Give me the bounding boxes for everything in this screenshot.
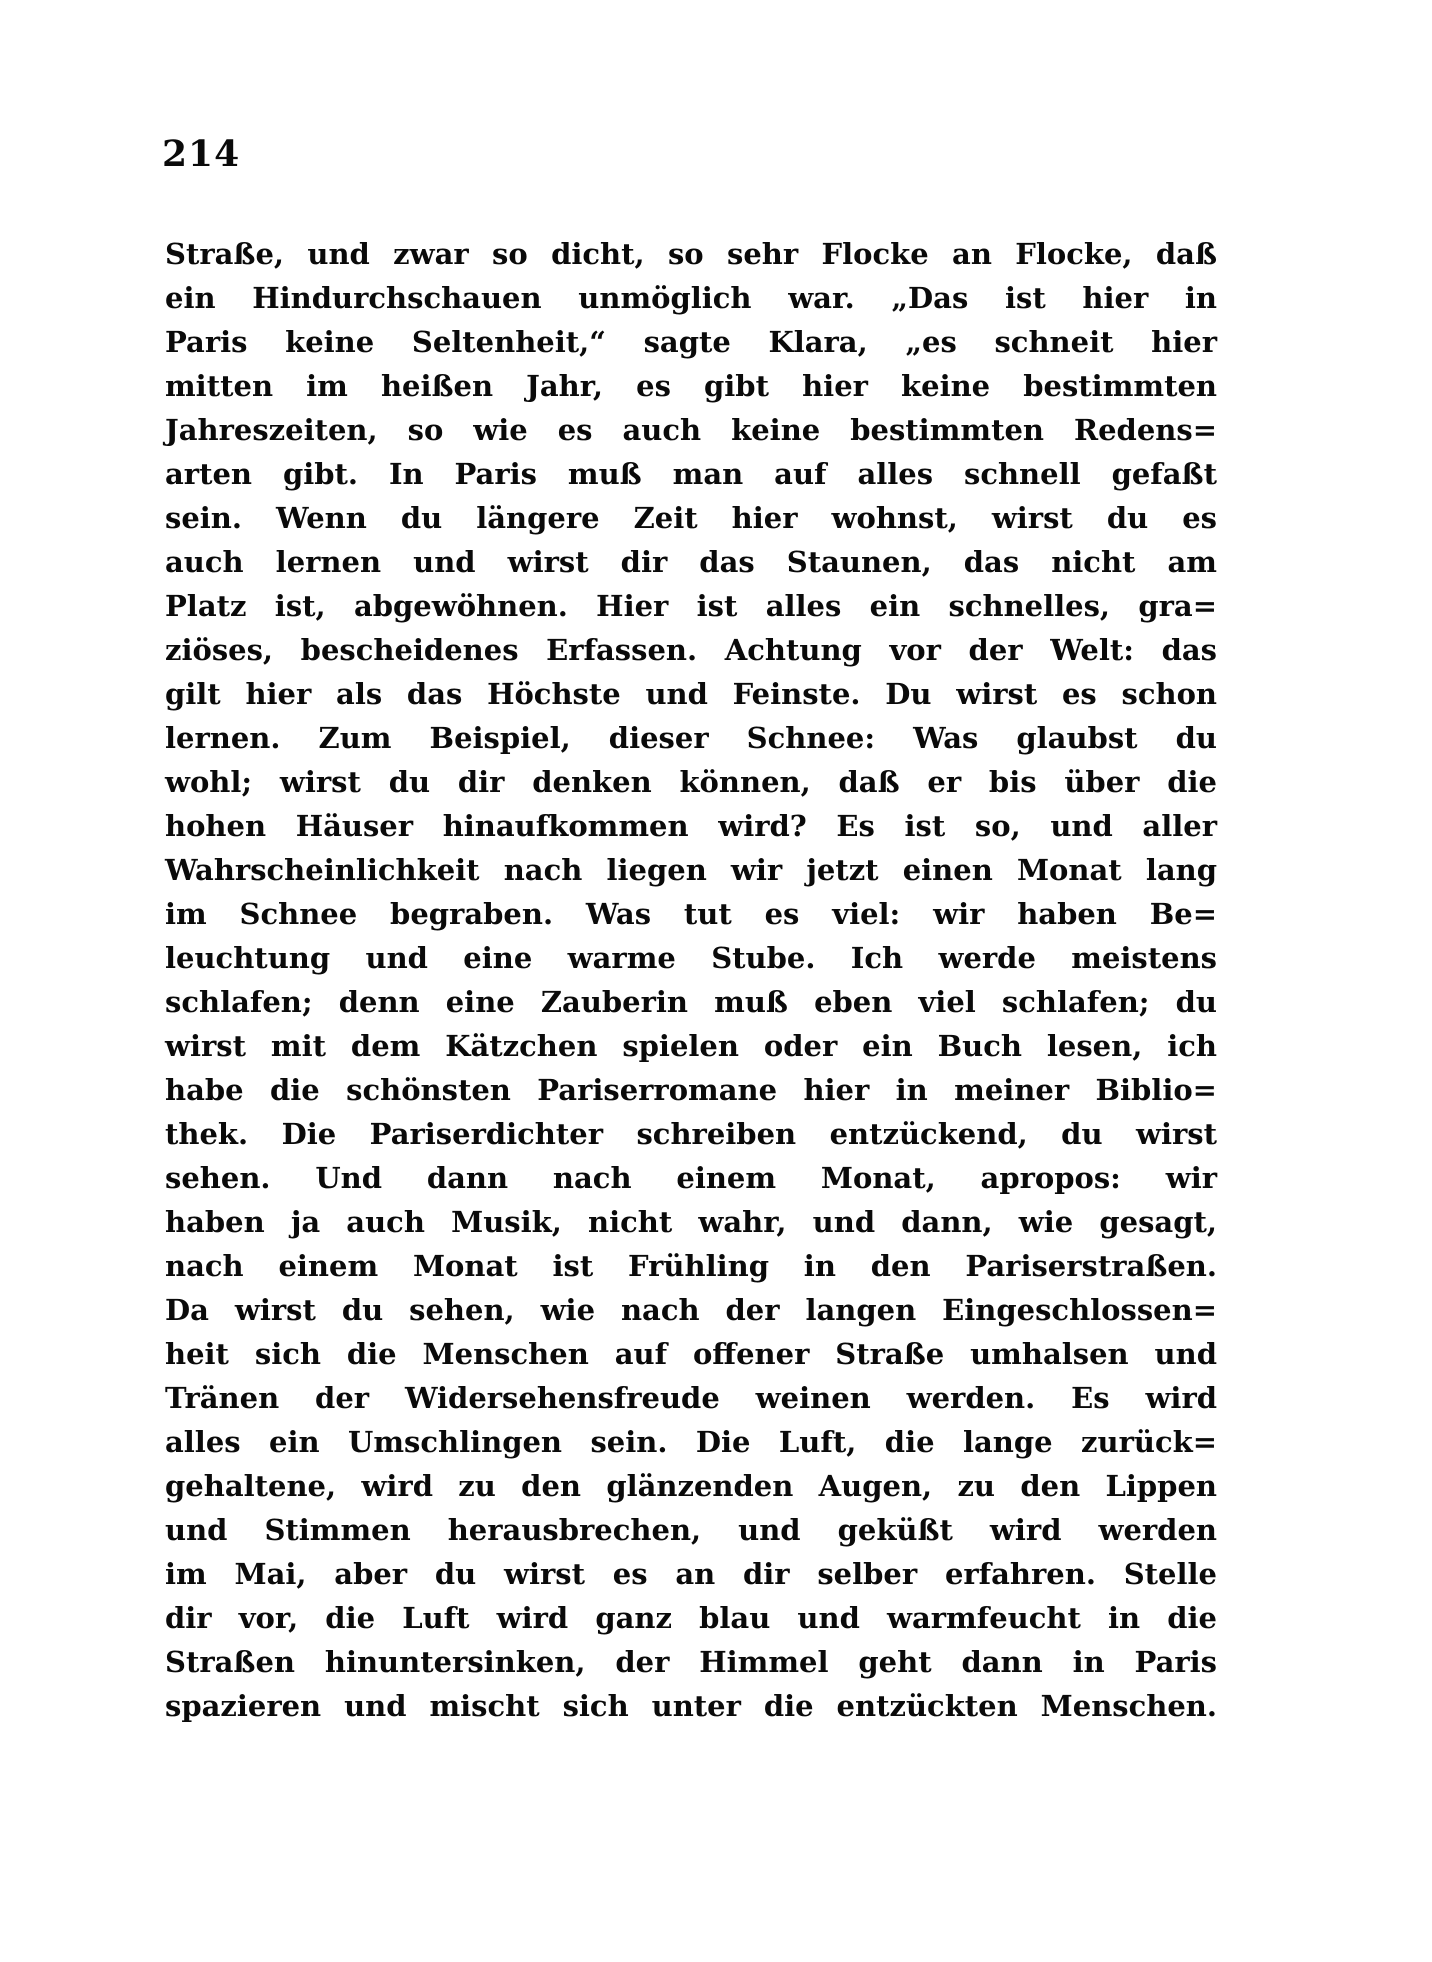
text-line: Jahreszeiten, so wie es auch keine bestimmten Redens= (165, 413, 1217, 447)
text-line: alles ein Umschlingen sein. Die Luft, die lange zurück= (165, 1425, 1217, 1459)
text-line: sein. Wenn du längere Zeit hier wohnst, wirst du es (165, 501, 1217, 535)
text-line: thek. Die Pariserdichter schreiben entzückend, du wirst (165, 1117, 1217, 1151)
text-line: Straße, und zwar so dicht, so sehr Flocke an Flocke, daß (165, 237, 1217, 271)
text-line: Straßen hinuntersinken, der Himmel geht dann in Paris (165, 1645, 1217, 1679)
text-line: und Stimmen herausbrechen, und geküßt wird werden (165, 1513, 1217, 1547)
text-line: leuchtung und eine warme Stube. Ich werde meistens (165, 941, 1217, 975)
text-line: gilt hier als das Höchste und Feinste. Du wirst es schon (165, 677, 1217, 711)
text-line: wohl; wirst du dir denken können, daß er bis über die (165, 765, 1217, 799)
text-line: haben ja auch Musik, nicht wahr, und dann, wie gesagt, (165, 1205, 1217, 1239)
text-line: wirst mit dem Kätzchen spielen oder ein Buch lesen, ich (165, 1029, 1217, 1063)
text-line: ziöses, bescheidenes Erfassen. Achtung vor der Welt: das (165, 633, 1217, 667)
text-line: im Schnee begraben. Was tut es viel: wir haben Be= (165, 897, 1217, 931)
text-line: auch lernen und wirst dir das Staunen, das nicht am (165, 545, 1217, 579)
text-line: lernen. Zum Beispiel, dieser Schnee: Was glaubst du (165, 721, 1217, 755)
text-line: Wahrscheinlichkeit nach liegen wir jetzt einen Monat lang (165, 853, 1217, 887)
text-line: Platz ist, abgewöhnen. Hier ist alles ein schnelles, gra= (165, 589, 1217, 623)
text-line: Da wirst du sehen, wie nach der langen Eingeschlossen= (165, 1293, 1217, 1327)
text-line: Tränen der Widersehensfreude weinen werden. Es wird (165, 1381, 1217, 1415)
text-line: dir vor, die Luft wird ganz blau und warmfeucht in die (165, 1601, 1217, 1635)
text-line: hohen Häuser hinaufkommen wird? Es ist so, und aller (165, 809, 1217, 843)
text-line: mitten im heißen Jahr, es gibt hier keine bestimmten (165, 369, 1217, 403)
text-line: sehen. Und dann nach einem Monat, apropos: wir (165, 1161, 1217, 1195)
page-text (165, 232, 1217, 1728)
text-line: gehaltene, wird zu den glänzenden Augen, zu den Lippen (165, 1469, 1217, 1503)
page-number: 214 (162, 133, 241, 175)
text-line: nach einem Monat ist Frühling in den Pariserstraßen. (165, 1249, 1217, 1283)
text-line: spazieren und mischt sich unter die entzückten Menschen. (165, 1689, 1217, 1723)
text-line: ein Hindurchschauen unmöglich war. „Das ist hier in (165, 281, 1217, 315)
text-line: schlafen; denn eine Zauberin muß eben viel schlafen; du (165, 985, 1217, 1019)
text-line: Paris keine Seltenheit,“ sagte Klara, „es schneit hier (165, 325, 1217, 359)
text-line: habe die schönsten Pariserromane hier in meiner Biblio= (165, 1073, 1217, 1107)
text-line: heit sich die Menschen auf offener Straße umhalsen und (165, 1337, 1217, 1371)
text-line: arten gibt. In Paris muß man auf alles schnell gefaßt (165, 457, 1217, 491)
text-line: im Mai, aber du wirst es an dir selber erfahren. Stelle (165, 1557, 1217, 1591)
